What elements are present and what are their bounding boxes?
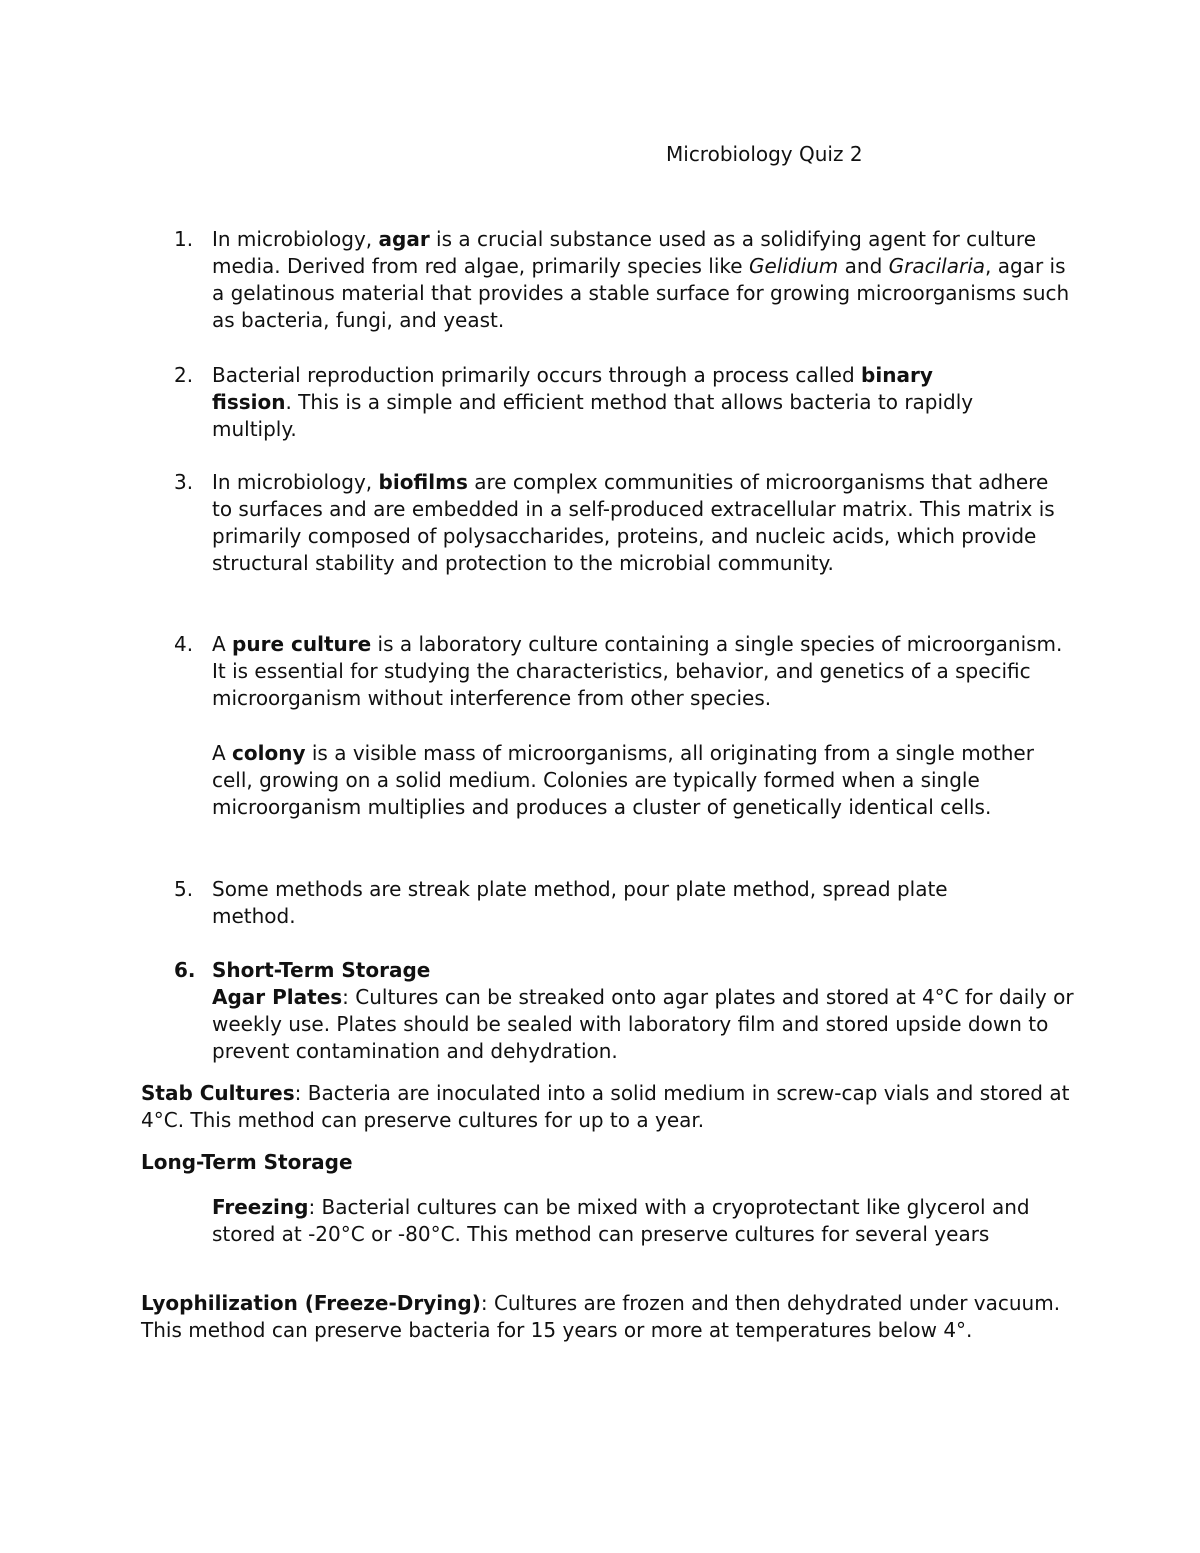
short-term-heading: Short-Term Storage <box>212 958 431 982</box>
stab-cultures-paragraph <box>141 1080 1081 1134</box>
list-item-4 <box>174 631 1072 712</box>
list-item-5 <box>174 876 1032 930</box>
list-item-2 <box>174 362 1012 443</box>
paragraph-text: : Bacteria are inoculated into a solid medium in screw-cap vials and stored at 4°C. This method can preserve cultures for up to a year. <box>141 1081 1070 1132</box>
paragraph-text: : Bacterial cultures can be mixed with a cryoprotectant like glycerol and stored at -20°C or -80°C. This method can preserve cultures for several years <box>212 1195 1030 1246</box>
term-biofilms: biofilms <box>378 470 468 494</box>
term-binary-fission: binary fission <box>212 363 933 414</box>
item-text: A <box>212 632 233 656</box>
long-term-heading-text: Long-Term Storage <box>141 1150 353 1174</box>
list-item-6 <box>174 957 1092 1065</box>
term-agar: agar <box>378 227 430 251</box>
list-item-4-colony <box>212 740 1072 821</box>
item-text: Some methods are streak plate method, pour plate method, spread plate method. <box>212 877 948 928</box>
list-number: 5. <box>174 877 194 901</box>
item-text: . This is a simple and efficient method that allows bacteria to rapidly multiply. <box>212 390 974 441</box>
term-lyophilization: Lyophilization (Freeze-Drying) <box>141 1291 481 1315</box>
term-stab-cultures: Stab Cultures <box>141 1081 295 1105</box>
term-freezing: Freezing <box>212 1195 309 1219</box>
paragraph-text: : Cultures are frozen and then dehydrated under vacuum. This method can preserve bacteria for 15 years or more at temperatures below 4°. <box>141 1291 1061 1342</box>
item-text: are complex communities of microorganisms that adhere to surfaces and are embedded in a self-produced extracellular matrix. This matrix is primarily composed of polysaccharides, proteins, and nucleic acids, which provide structural stability and protection to the microbial community. <box>212 470 1055 575</box>
list-item-3 <box>174 469 1072 577</box>
item-text: is a laboratory culture containing a single species of microorganism. It is essential for studying the characteristics, behavior, and genetics of a specific microorganism without interference from other species. <box>212 632 1063 710</box>
list-number: 4. <box>174 632 194 656</box>
item-text: , agar is a gelatinous material that provides a stable surface for growing microorganisms such as bacteria, fungi, and yeast. <box>212 254 1070 332</box>
item-text: : Cultures can be streaked onto agar plates and stored at 4°C for daily or weekly use. Plates should be sealed with laboratory film and stored upside down to prevent contamination and dehydration. <box>212 985 1074 1063</box>
item-text: A <box>212 741 233 765</box>
term-agar-plates: Agar Plates <box>212 985 343 1009</box>
lyophilization-paragraph <box>141 1290 1061 1344</box>
term-gracilaria: Gracilaria <box>888 254 986 278</box>
item-text: Bacterial reproduction primarily occurs through a process called <box>212 363 862 387</box>
item-text: and <box>838 254 889 278</box>
item-text: In microbiology, <box>212 470 379 494</box>
term-pure-culture: pure culture <box>232 632 372 656</box>
item-text: is a crucial substance used as a solidifying agent for culture media. Derived from red algae, primarily species like <box>212 227 1037 278</box>
list-item-1 <box>174 226 1072 334</box>
term-gelidium: Gelidium <box>748 254 839 278</box>
list-number: 6. <box>174 958 196 982</box>
list-number: 2. <box>174 363 194 387</box>
freezing-paragraph <box>212 1194 1082 1248</box>
long-term-heading <box>141 1149 1081 1176</box>
term-colony: colony <box>232 741 306 765</box>
item-text: is a visible mass of microorganisms, all originating from a single mother cell, growing on a solid medium. Colonies are typically formed when a single microorganism multiplies and produces a cluster of genetically identical cells. <box>212 741 1034 819</box>
list-number: 1. <box>174 227 194 251</box>
page-title: Microbiology Quiz 2 <box>666 142 863 166</box>
list-number: 3. <box>174 470 194 494</box>
item-text: In microbiology, <box>212 227 379 251</box>
